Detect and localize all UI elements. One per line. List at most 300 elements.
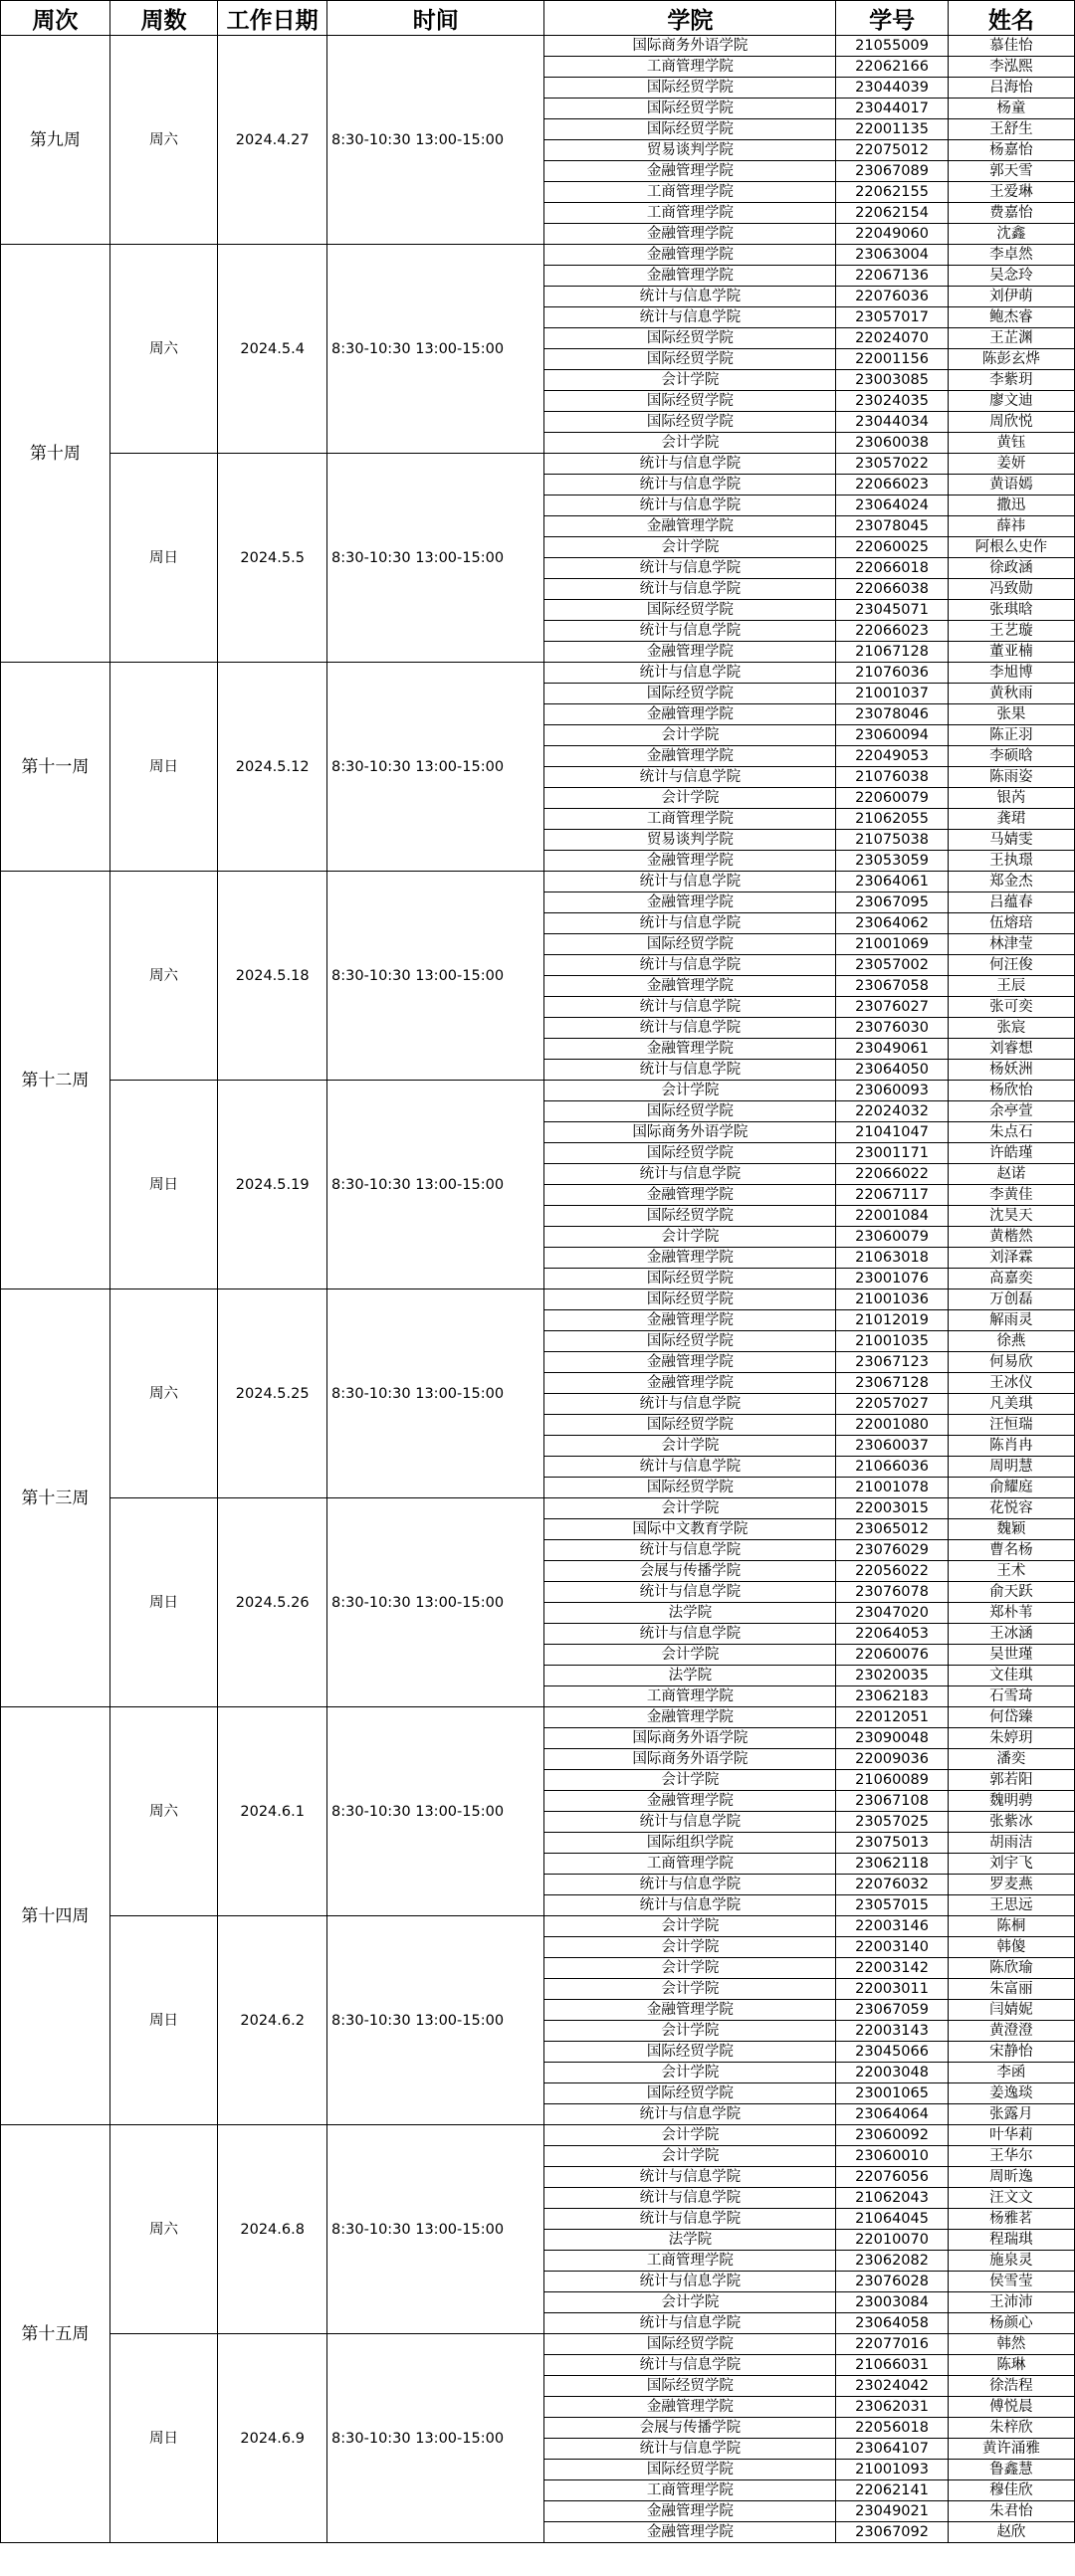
work-date-cell: 2024.6.1	[218, 1707, 327, 1916]
name-cell: 李黄佳	[948, 1185, 1074, 1206]
college-cell: 会计学院	[544, 1979, 836, 2000]
college-cell: 金融管理学院	[544, 1039, 836, 1060]
name-cell: 王术	[948, 1561, 1074, 1582]
college-cell: 国际经贸学院	[544, 1331, 836, 1352]
college-cell: 统计与信息学院	[544, 1060, 836, 1081]
student-id-cell: 21076036	[836, 663, 948, 684]
header-weekday: 周数	[109, 1, 218, 36]
college-cell: 金融管理学院	[544, 642, 836, 663]
name-cell: 张果	[948, 704, 1074, 725]
name-cell: 闫婧妮	[948, 2000, 1074, 2021]
student-id-cell: 23057025	[836, 1812, 948, 1833]
student-id-cell: 23049021	[836, 2501, 948, 2522]
student-id-cell: 22003142	[836, 1958, 948, 1979]
name-cell: 王芷渊	[948, 328, 1074, 349]
student-id-cell: 23064062	[836, 913, 948, 934]
name-cell: 郭若阳	[948, 1770, 1074, 1791]
college-cell: 金融管理学院	[544, 161, 836, 182]
work-date-cell: 2024.5.19	[218, 1081, 327, 1289]
name-cell: 张宸	[948, 1018, 1074, 1039]
name-cell: 黄语嫣	[948, 475, 1074, 495]
student-id-cell: 22062154	[836, 203, 948, 224]
college-cell: 统计与信息学院	[544, 872, 836, 892]
time-cell: 8:30-10:30 13:00-15:00	[327, 1498, 544, 1707]
college-cell: 国际商务外语学院	[544, 1122, 836, 1143]
name-cell: 银芮	[948, 788, 1074, 809]
student-id-cell: 21066031	[836, 2355, 948, 2376]
name-cell: 张露月	[948, 2104, 1074, 2125]
student-id-cell: 23062031	[836, 2397, 948, 2418]
college-cell: 国际商务外语学院	[544, 1728, 836, 1749]
college-cell: 金融管理学院	[544, 704, 836, 725]
name-cell: 陈正羽	[948, 725, 1074, 746]
name-cell: 叶华莉	[948, 2125, 1074, 2146]
college-cell: 统计与信息学院	[544, 767, 836, 788]
college-cell: 法学院	[544, 1666, 836, 1686]
work-date-cell: 2024.5.5	[218, 454, 327, 663]
student-id-cell: 23060037	[836, 1436, 948, 1457]
table-row	[1, 36, 1075, 57]
name-cell: 吴世瑾	[948, 1645, 1074, 1666]
college-cell: 统计与信息学院	[544, 1895, 836, 1916]
college-cell: 金融管理学院	[544, 2397, 836, 2418]
time-cell: 8:30-10:30 13:00-15:00	[327, 2334, 544, 2543]
college-cell: 会展与传播学院	[544, 2418, 836, 2439]
header-student-id: 学号	[836, 1, 948, 36]
name-cell: 赵欣	[948, 2522, 1074, 2543]
name-cell: 李泓熙	[948, 57, 1074, 78]
name-cell: 傅悦晨	[948, 2397, 1074, 2418]
college-cell: 国际经贸学院	[544, 412, 836, 433]
student-id-cell: 23067059	[836, 2000, 948, 2021]
college-cell: 统计与信息学院	[544, 2272, 836, 2292]
student-id-cell: 21001037	[836, 684, 948, 704]
college-cell: 国际经贸学院	[544, 1289, 836, 1310]
name-cell: 俞天跃	[948, 1582, 1074, 1603]
time-cell: 8:30-10:30 13:00-15:00	[327, 454, 544, 663]
time-cell: 8:30-10:30 13:00-15:00	[327, 2125, 544, 2334]
name-cell: 王艺璇	[948, 621, 1074, 642]
name-cell: 朱点石	[948, 1122, 1074, 1143]
weekday-cell: 周六	[109, 1289, 218, 1498]
name-cell: 黄钰	[948, 433, 1074, 454]
college-cell: 统计与信息学院	[544, 1164, 836, 1185]
college-cell: 国际经贸学院	[544, 2376, 836, 2397]
name-cell: 鲁鑫慧	[948, 2460, 1074, 2480]
student-id-cell: 21012019	[836, 1310, 948, 1331]
college-cell: 会计学院	[544, 1770, 836, 1791]
name-cell: 刘宇飞	[948, 1854, 1074, 1875]
college-cell: 统计与信息学院	[544, 495, 836, 516]
name-cell: 张可奕	[948, 997, 1074, 1018]
college-cell: 统计与信息学院	[544, 1812, 836, 1833]
student-id-cell: 22066023	[836, 621, 948, 642]
college-cell: 国际组织学院	[544, 1833, 836, 1854]
college-cell: 金融管理学院	[544, 976, 836, 997]
name-cell: 罗麦燕	[948, 1875, 1074, 1895]
college-cell: 统计与信息学院	[544, 2104, 836, 2125]
name-cell: 杨妖洲	[948, 1060, 1074, 1081]
student-id-cell: 22067117	[836, 1185, 948, 1206]
student-id-cell: 23060010	[836, 2146, 948, 2167]
college-cell: 统计与信息学院	[544, 2167, 836, 2188]
name-cell: 杨颜心	[948, 2313, 1074, 2334]
student-id-cell: 23067123	[836, 1352, 948, 1373]
college-cell: 金融管理学院	[544, 516, 836, 537]
name-cell: 张琪晗	[948, 600, 1074, 621]
college-cell: 工商管理学院	[544, 1686, 836, 1707]
college-cell: 统计与信息学院	[544, 2209, 836, 2230]
student-id-cell: 21001078	[836, 1478, 948, 1498]
name-cell: 陈雨姿	[948, 767, 1074, 788]
work-date-cell: 2024.4.27	[218, 36, 327, 245]
name-cell: 黄楷然	[948, 1227, 1074, 1248]
weekday-cell: 周日	[109, 1498, 218, 1707]
work-date-cell: 2024.6.9	[218, 2334, 327, 2543]
name-cell: 徐燕	[948, 1331, 1074, 1352]
college-cell: 会计学院	[544, 1916, 836, 1937]
name-cell: 陈欣瑜	[948, 1958, 1074, 1979]
name-cell: 许皓瑾	[948, 1143, 1074, 1164]
student-id-cell: 22049060	[836, 224, 948, 245]
student-id-cell: 23049061	[836, 1039, 948, 1060]
student-id-cell: 23075013	[836, 1833, 948, 1854]
college-cell: 国际经贸学院	[544, 684, 836, 704]
student-id-cell: 23057015	[836, 1895, 948, 1916]
student-id-cell: 22010070	[836, 2230, 948, 2251]
college-cell: 国际经贸学院	[544, 1478, 836, 1498]
student-id-cell: 22024070	[836, 328, 948, 349]
name-cell: 万创磊	[948, 1289, 1074, 1310]
college-cell: 会计学院	[544, 537, 836, 558]
college-cell: 金融管理学院	[544, 224, 836, 245]
name-cell: 郭天雪	[948, 161, 1074, 182]
college-cell: 国际经贸学院	[544, 600, 836, 621]
name-cell: 何岱臻	[948, 1707, 1074, 1728]
student-id-cell: 22049053	[836, 746, 948, 767]
college-cell: 金融管理学院	[544, 1791, 836, 1812]
student-id-cell: 22003146	[836, 1916, 948, 1937]
time-cell: 8:30-10:30 13:00-15:00	[327, 1289, 544, 1498]
time-cell: 8:30-10:30 13:00-15:00	[327, 663, 544, 872]
college-cell: 国际经贸学院	[544, 2083, 836, 2104]
table-row	[1, 1916, 1075, 1937]
name-cell: 王冰涵	[948, 1624, 1074, 1645]
header-week: 周次	[1, 1, 110, 36]
name-cell: 徐政涵	[948, 558, 1074, 579]
student-id-cell: 22075012	[836, 140, 948, 161]
name-cell: 王舒生	[948, 119, 1074, 140]
student-id-cell: 23076029	[836, 1540, 948, 1561]
time-cell: 8:30-10:30 13:00-15:00	[327, 872, 544, 1081]
student-id-cell: 23044039	[836, 78, 948, 99]
name-cell: 张紫冰	[948, 1812, 1074, 1833]
college-cell: 统计与信息学院	[544, 1457, 836, 1478]
name-cell: 朱婷玥	[948, 1728, 1074, 1749]
college-cell: 国际经贸学院	[544, 99, 836, 119]
student-id-cell: 23060092	[836, 2125, 948, 2146]
college-cell: 国际经贸学院	[544, 1206, 836, 1227]
name-cell: 慕佳怡	[948, 36, 1074, 57]
name-cell: 韩然	[948, 2334, 1074, 2355]
college-cell: 会计学院	[544, 1081, 836, 1101]
name-cell: 王爱琳	[948, 182, 1074, 203]
name-cell: 姜逸琰	[948, 2083, 1074, 2104]
week-cell: 第十周	[1, 245, 110, 663]
header-time: 时间	[327, 1, 544, 36]
student-id-cell: 23064064	[836, 2104, 948, 2125]
student-id-cell: 22003048	[836, 2063, 948, 2083]
student-id-cell: 23062183	[836, 1686, 948, 1707]
college-cell: 工商管理学院	[544, 1854, 836, 1875]
name-cell: 宋静怡	[948, 2042, 1074, 2063]
name-cell: 王冰仪	[948, 1373, 1074, 1394]
time-cell: 8:30-10:30 13:00-15:00	[327, 245, 544, 454]
student-id-cell: 21055009	[836, 36, 948, 57]
name-cell: 姜妍	[948, 454, 1074, 475]
college-cell: 会计学院	[544, 2125, 836, 2146]
student-id-cell: 22001135	[836, 119, 948, 140]
student-id-cell: 23076027	[836, 997, 948, 1018]
name-cell: 陈琳	[948, 2355, 1074, 2376]
weekday-cell: 周日	[109, 1916, 218, 2125]
name-cell: 徐浩程	[948, 2376, 1074, 2397]
student-id-cell: 23001065	[836, 2083, 948, 2104]
student-id-cell: 21001069	[836, 934, 948, 955]
weekday-cell: 周日	[109, 454, 218, 663]
student-id-cell: 23064050	[836, 1060, 948, 1081]
week-cell: 第九周	[1, 36, 110, 245]
student-id-cell: 23067095	[836, 892, 948, 913]
student-id-cell: 22064053	[836, 1624, 948, 1645]
college-cell: 会计学院	[544, 1645, 836, 1666]
name-cell: 凡美琪	[948, 1394, 1074, 1415]
college-cell: 金融管理学院	[544, 2000, 836, 2021]
name-cell: 龚珺	[948, 809, 1074, 830]
table-row	[1, 1707, 1075, 1728]
student-id-cell: 23064024	[836, 495, 948, 516]
college-cell: 统计与信息学院	[544, 1540, 836, 1561]
college-cell: 金融管理学院	[544, 851, 836, 872]
college-cell: 金融管理学院	[544, 1373, 836, 1394]
name-cell: 何易欣	[948, 1352, 1074, 1373]
student-id-cell: 23063004	[836, 245, 948, 266]
college-cell: 统计与信息学院	[544, 307, 836, 328]
weekday-cell: 周六	[109, 872, 218, 1081]
college-cell: 金融管理学院	[544, 266, 836, 287]
work-date-cell: 2024.5.4	[218, 245, 327, 454]
college-cell: 国际经贸学院	[544, 2334, 836, 2355]
student-id-cell: 23067108	[836, 1791, 948, 1812]
college-cell: 金融管理学院	[544, 245, 836, 266]
week-cell: 第十四周	[1, 1707, 110, 2125]
student-id-cell: 23045066	[836, 2042, 948, 2063]
table-row	[1, 872, 1075, 892]
student-id-cell: 21066036	[836, 1457, 948, 1478]
table-row	[1, 1081, 1075, 1101]
header-work-date: 工作日期	[218, 1, 327, 36]
student-id-cell: 23067058	[836, 976, 948, 997]
college-cell: 统计与信息学院	[544, 2355, 836, 2376]
college-cell: 统计与信息学院	[544, 2188, 836, 2209]
name-cell: 薛祎	[948, 516, 1074, 537]
college-cell: 统计与信息学院	[544, 1875, 836, 1895]
college-cell: 金融管理学院	[544, 1310, 836, 1331]
name-cell: 石雪琦	[948, 1686, 1074, 1707]
name-cell: 黄许涌雅	[948, 2439, 1074, 2460]
weekday-cell: 周六	[109, 1707, 218, 1916]
name-cell: 阿根么史作	[948, 537, 1074, 558]
college-cell: 国际经贸学院	[544, 349, 836, 370]
student-id-cell: 23062118	[836, 1854, 948, 1875]
student-id-cell: 23001171	[836, 1143, 948, 1164]
college-cell: 国际商务外语学院	[544, 1749, 836, 1770]
student-id-cell: 23067128	[836, 1373, 948, 1394]
college-cell: 统计与信息学院	[544, 1624, 836, 1645]
college-cell: 国际中文教育学院	[544, 1519, 836, 1540]
table-row	[1, 454, 1075, 475]
name-cell: 周明慧	[948, 1457, 1074, 1478]
college-cell: 金融管理学院	[544, 746, 836, 767]
name-cell: 费嘉怡	[948, 203, 1074, 224]
student-id-cell: 23076030	[836, 1018, 948, 1039]
student-id-cell: 22024032	[836, 1101, 948, 1122]
student-id-cell: 22057027	[836, 1394, 948, 1415]
student-id-cell: 23067089	[836, 161, 948, 182]
college-cell: 国际经贸学院	[544, 1101, 836, 1122]
name-cell: 李函	[948, 2063, 1074, 2083]
college-cell: 统计与信息学院	[544, 558, 836, 579]
student-id-cell: 22066023	[836, 475, 948, 495]
work-date-cell: 2024.6.2	[218, 1916, 327, 2125]
student-id-cell: 23053059	[836, 851, 948, 872]
name-cell: 李紫玥	[948, 370, 1074, 391]
student-id-cell: 23064058	[836, 2313, 948, 2334]
student-id-cell: 22060076	[836, 1645, 948, 1666]
weekday-cell: 周日	[109, 663, 218, 872]
college-cell: 会计学院	[544, 1436, 836, 1457]
table-row	[1, 663, 1075, 684]
college-cell: 会计学院	[544, 370, 836, 391]
college-cell: 统计与信息学院	[544, 621, 836, 642]
student-id-cell: 23057017	[836, 307, 948, 328]
name-cell: 李卓然	[948, 245, 1074, 266]
name-cell: 杨雅茗	[948, 2209, 1074, 2230]
college-cell: 国际商务外语学院	[544, 36, 836, 57]
student-id-cell: 23003085	[836, 370, 948, 391]
student-id-cell: 23076078	[836, 1582, 948, 1603]
name-cell: 伍熔琣	[948, 913, 1074, 934]
college-cell: 国际经贸学院	[544, 934, 836, 955]
college-cell: 贸易谈判学院	[544, 140, 836, 161]
student-id-cell: 22077016	[836, 2334, 948, 2355]
student-id-cell: 23057002	[836, 955, 948, 976]
time-cell: 8:30-10:30 13:00-15:00	[327, 1916, 544, 2125]
week-cell: 第十一周	[1, 663, 110, 872]
name-cell: 陈彭玄烨	[948, 349, 1074, 370]
name-cell: 周昕逸	[948, 2167, 1074, 2188]
college-cell: 国际经贸学院	[544, 1143, 836, 1164]
college-cell: 国际经贸学院	[544, 2042, 836, 2063]
college-cell: 会计学院	[544, 2146, 836, 2167]
college-cell: 贸易谈判学院	[544, 830, 836, 851]
name-cell: 沈昊天	[948, 1206, 1074, 1227]
name-cell: 刘泽霖	[948, 1248, 1074, 1269]
work-date-cell: 2024.5.18	[218, 872, 327, 1081]
student-id-cell: 21064045	[836, 2209, 948, 2230]
student-id-cell: 21001093	[836, 2460, 948, 2480]
name-cell: 朱梓欣	[948, 2418, 1074, 2439]
name-cell: 解雨灵	[948, 1310, 1074, 1331]
name-cell: 刘伊萌	[948, 287, 1074, 307]
name-cell: 王辰	[948, 976, 1074, 997]
student-id-cell: 22062141	[836, 2480, 948, 2501]
weekday-cell: 周六	[109, 245, 218, 454]
student-id-cell: 23078045	[836, 516, 948, 537]
time-cell: 8:30-10:30 13:00-15:00	[327, 36, 544, 245]
name-cell: 余亭萱	[948, 1101, 1074, 1122]
student-id-cell: 23024035	[836, 391, 948, 412]
college-cell: 统计与信息学院	[544, 1018, 836, 1039]
name-cell: 施泉灵	[948, 2251, 1074, 2272]
student-id-cell: 22066018	[836, 558, 948, 579]
name-cell: 何汪俊	[948, 955, 1074, 976]
student-id-cell: 22001156	[836, 349, 948, 370]
college-cell: 国际经贸学院	[544, 1415, 836, 1436]
college-cell: 工商管理学院	[544, 182, 836, 203]
name-cell: 杨欣怡	[948, 1081, 1074, 1101]
header-college: 学院	[544, 1, 836, 36]
college-cell: 金融管理学院	[544, 1185, 836, 1206]
name-cell: 郑金杰	[948, 872, 1074, 892]
student-id-cell: 21041047	[836, 1122, 948, 1143]
name-cell: 曹名杨	[948, 1540, 1074, 1561]
student-id-cell: 22012051	[836, 1707, 948, 1728]
student-id-cell: 23060038	[836, 433, 948, 454]
name-cell: 汪文文	[948, 2188, 1074, 2209]
student-id-cell: 23024042	[836, 2376, 948, 2397]
student-id-cell: 23062082	[836, 2251, 948, 2272]
college-cell: 工商管理学院	[544, 203, 836, 224]
student-id-cell: 21001036	[836, 1289, 948, 1310]
student-id-cell: 22009036	[836, 1749, 948, 1770]
college-cell: 金融管理学院	[544, 1248, 836, 1269]
name-cell: 王执璟	[948, 851, 1074, 872]
weekday-cell: 周六	[109, 2125, 218, 2334]
college-cell: 工商管理学院	[544, 2480, 836, 2501]
college-cell: 会计学院	[544, 2292, 836, 2313]
name-cell: 朱富丽	[948, 1979, 1074, 2000]
student-id-cell: 23060079	[836, 1227, 948, 1248]
student-id-cell: 22066022	[836, 1164, 948, 1185]
time-cell: 8:30-10:30 13:00-15:00	[327, 1081, 544, 1289]
student-id-cell: 22062166	[836, 57, 948, 78]
student-id-cell: 23047020	[836, 1603, 948, 1624]
student-id-cell: 22076056	[836, 2167, 948, 2188]
name-cell: 周欣悦	[948, 412, 1074, 433]
college-cell: 会计学院	[544, 2063, 836, 2083]
name-cell: 刘睿想	[948, 1039, 1074, 1060]
college-cell: 工商管理学院	[544, 57, 836, 78]
name-cell: 程瑞琪	[948, 2230, 1074, 2251]
college-cell: 法学院	[544, 1603, 836, 1624]
name-cell: 陈桐	[948, 1916, 1074, 1937]
student-id-cell: 21076038	[836, 767, 948, 788]
student-id-cell: 22056018	[836, 2418, 948, 2439]
name-cell: 穆佳欣	[948, 2480, 1074, 2501]
name-cell: 魏颖	[948, 1519, 1074, 1540]
name-cell: 冯致勋	[948, 579, 1074, 600]
